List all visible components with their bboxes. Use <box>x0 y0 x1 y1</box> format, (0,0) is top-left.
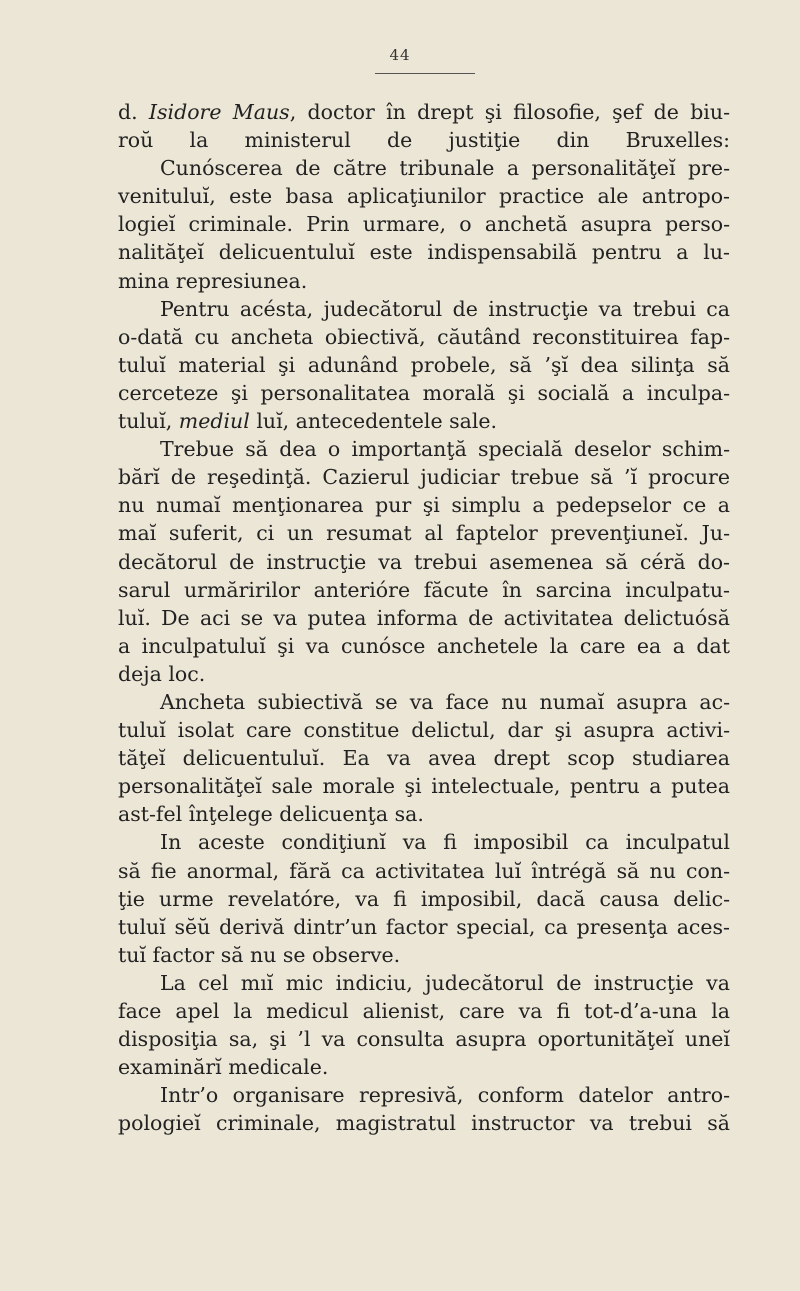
text-line: luĭ. De aci se va putea informa de activitatea delictuósă <box>118 605 730 630</box>
text-line: Ancheta subiectivă se va face nu numaĭ asupra ac- <box>160 689 730 714</box>
text-line: o-dată cu ancheta obiectivă, căutând reconstituirea fap- <box>118 324 730 349</box>
text-line: disposiţia sa, şi ’l va consulta asupra oportunităţeĭ uneĭ <box>118 1027 730 1052</box>
text-line: tuĭ factor să nu se observe. <box>118 942 401 967</box>
text-line: sarul urmăririlor anterióre făcute în sarcina inculpatu- <box>118 577 730 602</box>
text-line: examinărĭ medicale. <box>118 1055 329 1080</box>
text-fragment: , doctor în drept şi filosofie, şef de biu- <box>289 100 730 124</box>
text-line: personalităţeĭ sale morale şi intelectuale, pentru a putea <box>118 774 730 799</box>
text-line: tuluĭ material şi adunând probele, să ’şĭ dea silinţa să <box>118 352 730 377</box>
text-line: Intr’o organisare represivă, conform datelor antro- <box>160 1083 730 1108</box>
text-line: logieĭ criminale. Prin urmare, o anchetă asupra perso- <box>118 212 730 237</box>
text-line: roŭ la ministerul de justiţie din Bruxelles: <box>118 128 730 153</box>
text-line: decătorul de instrucţie va trebui asemenea să céră do- <box>118 549 730 574</box>
text-line: La cel mıĭ mic indiciu, judecătorul de instrucţie va <box>160 970 730 995</box>
text-line: nu numaĭ menţionarea pur şi simplu a pedepselor ce a <box>118 493 730 518</box>
text-line: tuluĭ isolat care constitue delictul, dar şi asupra activi- <box>118 718 730 743</box>
text-line: Pentru acésta, judecătorul de instrucţie va trebui ca <box>160 296 730 321</box>
text-line: ţie urme revelatóre, va fi imposibil, dacă causa delic- <box>118 886 730 911</box>
text-line: să fie anormal, fără ca activitatea luĭ întrégă să nu con- <box>118 858 730 883</box>
text-line: mina represiunea. <box>118 268 308 293</box>
body-text <box>118 98 730 1137</box>
text-line: cerceteze şi personalitatea morală şi socială a inculpa- <box>118 380 730 405</box>
text-line: venituluĭ, este basa aplicaţiunilor practice ale antropo- <box>118 184 730 209</box>
text-line: maĭ suferit, ci un resumat al faptelor prevenţiuneĭ. Ju- <box>118 521 730 546</box>
text-line: In aceste condiţiunĭ va fi imposibil ca inculpatul <box>160 830 730 855</box>
text-line: tăţeĭ delicuentuluĭ. Ea va avea drept scop studiarea <box>118 746 730 771</box>
text-fragment: tuluĭ, <box>118 409 179 434</box>
text-line: Cunóscerea de către tribunale a personalităţeĭ pre- <box>160 156 730 181</box>
text-line: face apel la medicul alienist, care va fi tot-d’a-una la <box>118 999 730 1023</box>
text-line: bărĭ de reşedinţă. Cazierul judiciar trebue să ’ĭ procure <box>118 465 730 490</box>
page-number: 44 <box>389 46 411 64</box>
text-line: tuluĭ sĕŭ derivă dintr’un factor special, ca presenţa aces- <box>118 914 730 939</box>
header-rule <box>375 73 475 74</box>
text-line <box>118 98 730 126</box>
text-line: a inculpatuluĭ şi va cunósce anchetele la care ea a dat <box>118 633 730 658</box>
italic-text: Isidore Maus <box>148 100 290 124</box>
text-line <box>118 407 730 435</box>
text-line: deja loc. <box>118 661 206 686</box>
text-line: nalităţeĭ delicuentuluĭ este indispensabilă pentru a lu- <box>118 240 730 265</box>
text-fragment: d. <box>118 100 149 124</box>
text-line: Trebue să dea o importanţă specială deselor schim- <box>160 437 730 462</box>
text-line: pologieĭ criminale, magistratul instructor va trebui să <box>118 1111 730 1136</box>
italic-text: mediul <box>178 409 250 434</box>
text-fragment: luĭ, antecedentele sale. <box>249 409 498 434</box>
text-line: ast-fel înţelege delicuenţa sa. <box>118 802 424 827</box>
